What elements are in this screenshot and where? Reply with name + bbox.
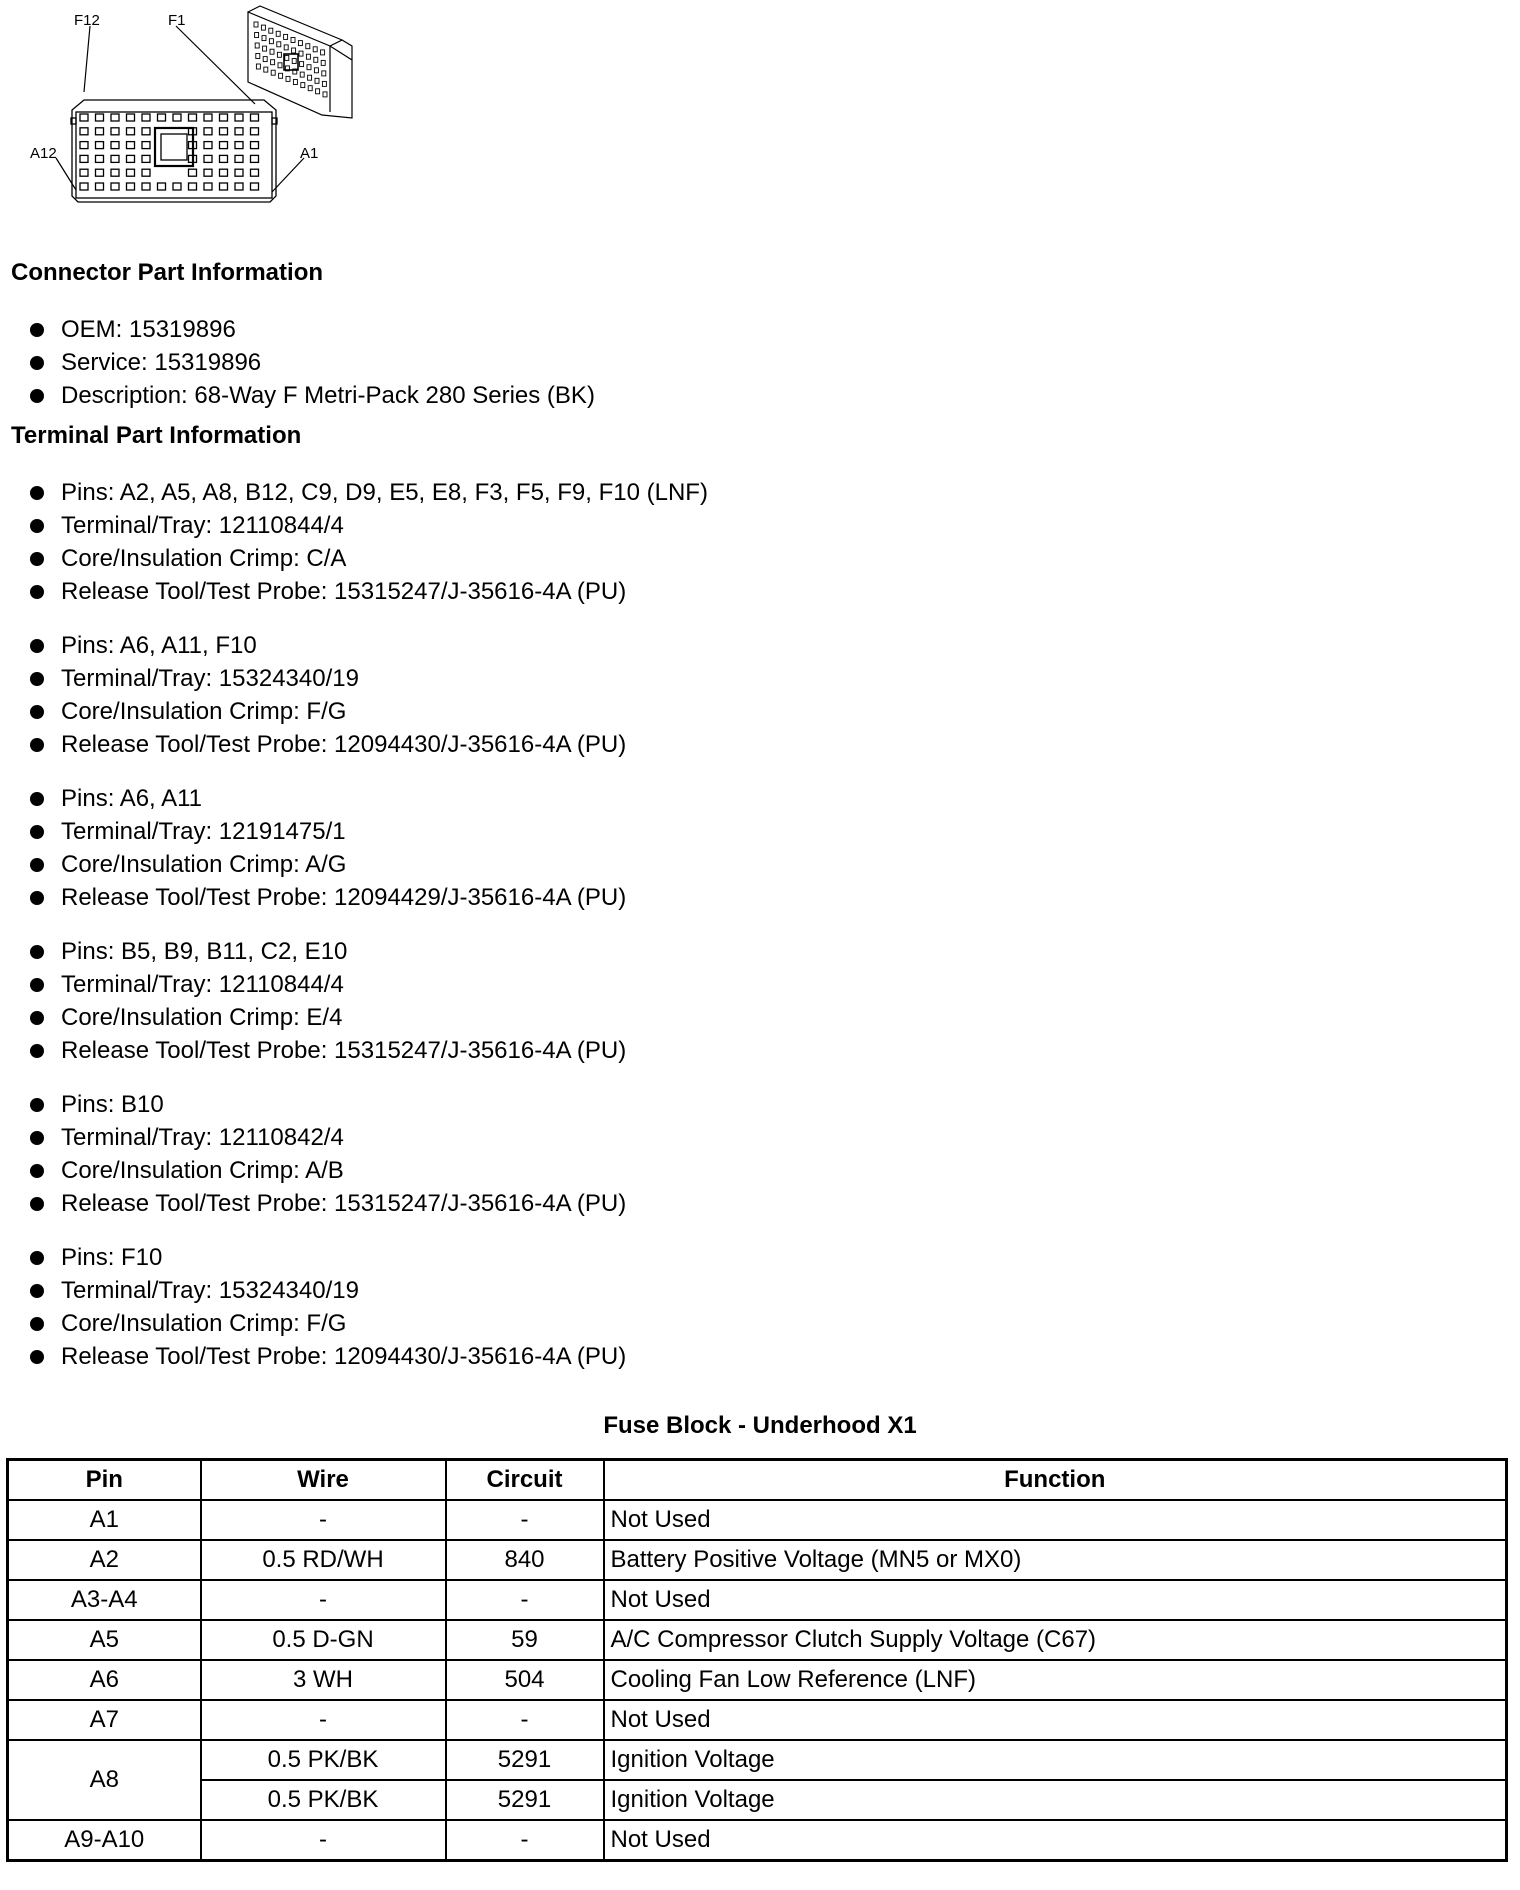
terminal-group xyxy=(27,1241,708,1373)
connector-info-heading: Connector Part Information xyxy=(11,259,324,286)
cell-wire: 0.5 PK/BK xyxy=(201,1780,446,1820)
cell-wire: - xyxy=(201,1580,446,1620)
list-item: Core/Insulation Crimp: E/4 xyxy=(27,1001,708,1034)
list-item: Core/Insulation Crimp: A/G xyxy=(27,848,708,881)
list-item: Release Tool/Test Probe: 15315247/J-35616-4A (PU) xyxy=(27,575,708,608)
list-item: Pins: A6, A11 xyxy=(27,782,708,815)
table-row xyxy=(8,1660,1507,1700)
list-item: Terminal/Tray: 15324340/19 xyxy=(27,1274,708,1307)
label-a1: A1 xyxy=(300,145,319,162)
table-row xyxy=(8,1580,1507,1620)
cell-pin: A1 xyxy=(8,1500,201,1540)
list-item: OEM: 15319896 xyxy=(27,313,595,346)
table-row xyxy=(8,1500,1507,1540)
list-item: Pins: A6, A11, F10 xyxy=(27,629,708,662)
cell-wire: 0.5 PK/BK xyxy=(201,1740,446,1780)
list-item: Release Tool/Test Probe: 15315247/J-35616-4A (PU) xyxy=(27,1187,708,1220)
terminal-info-groups xyxy=(27,476,708,1373)
list-item: Release Tool/Test Probe: 12094430/J-35616-4A (PU) xyxy=(27,1340,708,1373)
cell-pin: A9-A10 xyxy=(8,1820,201,1861)
label-f1: F1 xyxy=(168,12,186,29)
terminal-group xyxy=(27,1088,708,1220)
cell-pin: A5 xyxy=(8,1620,201,1660)
list-item: Core/Insulation Crimp: C/A xyxy=(27,542,708,575)
cell-circuit: 5291 xyxy=(446,1780,604,1820)
cell-wire: - xyxy=(201,1700,446,1740)
cell-wire: - xyxy=(201,1500,446,1540)
cell-circuit: - xyxy=(446,1820,604,1861)
cell-function: A/C Compressor Clutch Supply Voltage (C67) xyxy=(604,1620,1507,1660)
list-item: Service: 15319896 xyxy=(27,346,595,379)
header-wire: Wire xyxy=(201,1460,446,1501)
cell-function: Not Used xyxy=(604,1500,1507,1540)
list-item: Core/Insulation Crimp: F/G xyxy=(27,695,708,728)
cell-function: Not Used xyxy=(604,1580,1507,1620)
connector-isometric-view xyxy=(248,6,352,118)
label-f12: F12 xyxy=(74,12,100,29)
cell-pin: A3-A4 xyxy=(8,1580,201,1620)
table-row xyxy=(8,1780,1507,1820)
cell-circuit: 840 xyxy=(446,1540,604,1580)
terminal-group xyxy=(27,476,708,608)
table-row xyxy=(8,1540,1507,1580)
table-row xyxy=(8,1740,1507,1780)
table-header-row xyxy=(8,1460,1507,1501)
list-item: Terminal/Tray: 15324340/19 xyxy=(27,662,708,695)
terminal-group xyxy=(27,935,708,1067)
cell-wire: - xyxy=(201,1820,446,1861)
cell-pin: A7 xyxy=(8,1700,201,1740)
list-item: Pins: F10 xyxy=(27,1241,708,1274)
cell-circuit: 5291 xyxy=(446,1740,604,1780)
cell-function: Ignition Voltage xyxy=(604,1780,1507,1820)
list-item: Terminal/Tray: 12191475/1 xyxy=(27,815,708,848)
list-item: Terminal/Tray: 12110842/4 xyxy=(27,1121,708,1154)
list-item: Pins: B5, B9, B11, C2, E10 xyxy=(27,935,708,968)
cell-wire: 0.5 D-GN xyxy=(201,1620,446,1660)
terminal-info-heading: Terminal Part Information xyxy=(11,422,302,449)
cell-wire: 0.5 RD/WH xyxy=(201,1540,446,1580)
list-item: Core/Insulation Crimp: F/G xyxy=(27,1307,708,1340)
terminal-group xyxy=(27,629,708,761)
cell-function: Cooling Fan Low Reference (LNF) xyxy=(604,1660,1507,1700)
table-row xyxy=(8,1820,1507,1861)
cell-function: Ignition Voltage xyxy=(604,1740,1507,1780)
list-item: Release Tool/Test Probe: 12094430/J-35616-4A (PU) xyxy=(27,728,708,761)
list-item: Pins: B10 xyxy=(27,1088,708,1121)
cell-function: Not Used xyxy=(604,1820,1507,1861)
list-item: Release Tool/Test Probe: 12094429/J-35616-4A (PU) xyxy=(27,881,708,914)
list-item: Release Tool/Test Probe: 15315247/J-35616-4A (PU) xyxy=(27,1034,708,1067)
cell-function: Not Used xyxy=(604,1700,1507,1740)
connector-diagram xyxy=(0,0,380,215)
cell-function: Battery Positive Voltage (MN5 or MX0) xyxy=(604,1540,1507,1580)
list-item: Pins: A2, A5, A8, B12, C9, D9, E5, E8, F3, F5, F9, F10 (LNF) xyxy=(27,476,708,509)
cell-pin: A2 xyxy=(8,1540,201,1580)
cell-circuit: 504 xyxy=(446,1660,604,1700)
list-item: Terminal/Tray: 12110844/4 xyxy=(27,968,708,1001)
cell-pin: A6 xyxy=(8,1660,201,1700)
label-a12: A12 xyxy=(30,145,57,162)
table-row xyxy=(8,1700,1507,1740)
terminal-group xyxy=(27,782,708,914)
list-item: Core/Insulation Crimp: A/B xyxy=(27,1154,708,1187)
cell-pin: A8 xyxy=(8,1740,201,1820)
connector-info-list xyxy=(27,313,595,412)
header-function: Function xyxy=(604,1460,1507,1501)
list-item: Description: 68-Way F Metri-Pack 280 Series (BK) xyxy=(27,379,595,412)
cell-circuit: - xyxy=(446,1700,604,1740)
header-pin: Pin xyxy=(8,1460,201,1501)
table-row xyxy=(8,1620,1507,1660)
cell-wire: 3 WH xyxy=(201,1660,446,1700)
header-circuit: Circuit xyxy=(446,1460,604,1501)
list-item: Terminal/Tray: 12110844/4 xyxy=(27,509,708,542)
cell-circuit: 59 xyxy=(446,1620,604,1660)
connector-face xyxy=(71,100,277,202)
table-title: Fuse Block - Underhood X1 xyxy=(603,1412,917,1439)
cell-circuit: - xyxy=(446,1580,604,1620)
cell-circuit: - xyxy=(446,1500,604,1540)
pin-table xyxy=(6,1458,1508,1862)
